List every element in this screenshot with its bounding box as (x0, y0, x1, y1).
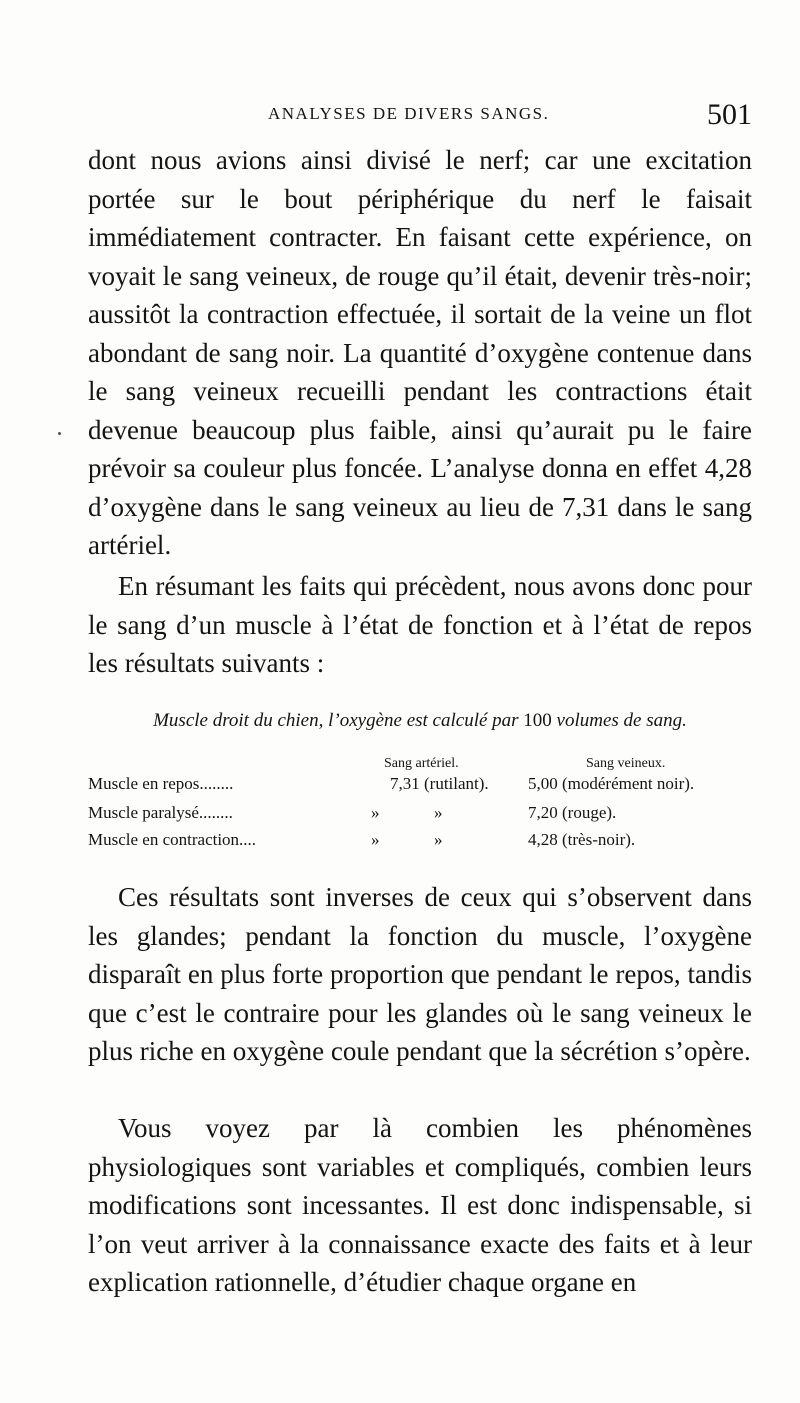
ditto-mark: » (434, 803, 443, 822)
venous-value: 5,00 (modérément noir). (528, 774, 695, 793)
caption-text: Muscle droit du chien, l’oxygène est calculé par (153, 710, 519, 731)
arterial-value: 7,31 (rutilant). (390, 774, 489, 793)
caption-text: volumes de sang. (556, 710, 687, 731)
table-row (88, 830, 752, 856)
venous-value: 7,20 (rouge). (528, 803, 617, 822)
page-number: 501 (707, 98, 752, 131)
row-label: Muscle en repos........ (88, 774, 234, 793)
paragraph: Ces résultats sont inverses de ceux qui s’observent dans les glandes; pendant la fonction du muscle, l’oxygène disparaît en plus forte proportion que pendant le repos, tandis que c’est le contraire pour les glandes où le sang veineux le plus riche en oxygène coule pendant que la sécrétion s’opère. (88, 882, 752, 1066)
page-header (88, 98, 752, 132)
column-header-arterial: Sang artériel. (384, 756, 459, 771)
paragraph: En résumant les faits qui précèdent, nous avons donc pour le sang d’un muscle à l’état de fonction et à l’état de repos les résultats suivants : (88, 571, 752, 678)
margin-dot (58, 432, 61, 435)
ditto-mark: » (434, 830, 443, 849)
running-head: ANALYSES DE DIVERS SANGS. (268, 104, 550, 123)
row-label: Muscle paralysé........ (88, 803, 233, 822)
ditto-mark: » (371, 830, 380, 849)
paragraph: dont nous avions ainsi divisé le nerf; car une excitation portée sur le bout périphérique du nerf le faisait immédiatement contracter. En faisant cette expérience, on voyait le sang veineux, de rouge qu’il était, devenir très-noir; aussitôt la contraction effectuée, il sortait de la veine un flot abondant de sang noir. La quantité d’oxygène contenue dans le sang veineux recueilli pendant les contractions était devenue beaucoup plus faible, ainsi qu’aurait pu le faire prévoir sa couleur plus foncée. L’analyse donna en effet 4,28 d’oxygène dans le sang veineux au lieu de 7,31 dans le sang artériel. (88, 145, 752, 560)
table-caption (88, 710, 752, 732)
venous-value: 4,28 (très-noir). (528, 830, 636, 849)
table-row (88, 774, 752, 800)
caption-number: 100 (523, 710, 552, 731)
row-label: Muscle en contraction.... (88, 830, 257, 849)
column-header-venous: Sang veineux. (586, 756, 666, 771)
paragraph: Vous voyez par là combien les phénomènes physiologiques sont variables et compliqués, combien leurs modifications sont incessantes. Il est donc indispensable, si l’on veut arriver à la connaissance exacte des faits et à leur explication rationnelle, d’étudier chaque organe en (88, 1113, 752, 1297)
table-row (88, 803, 752, 829)
ditto-mark: » (371, 803, 380, 822)
